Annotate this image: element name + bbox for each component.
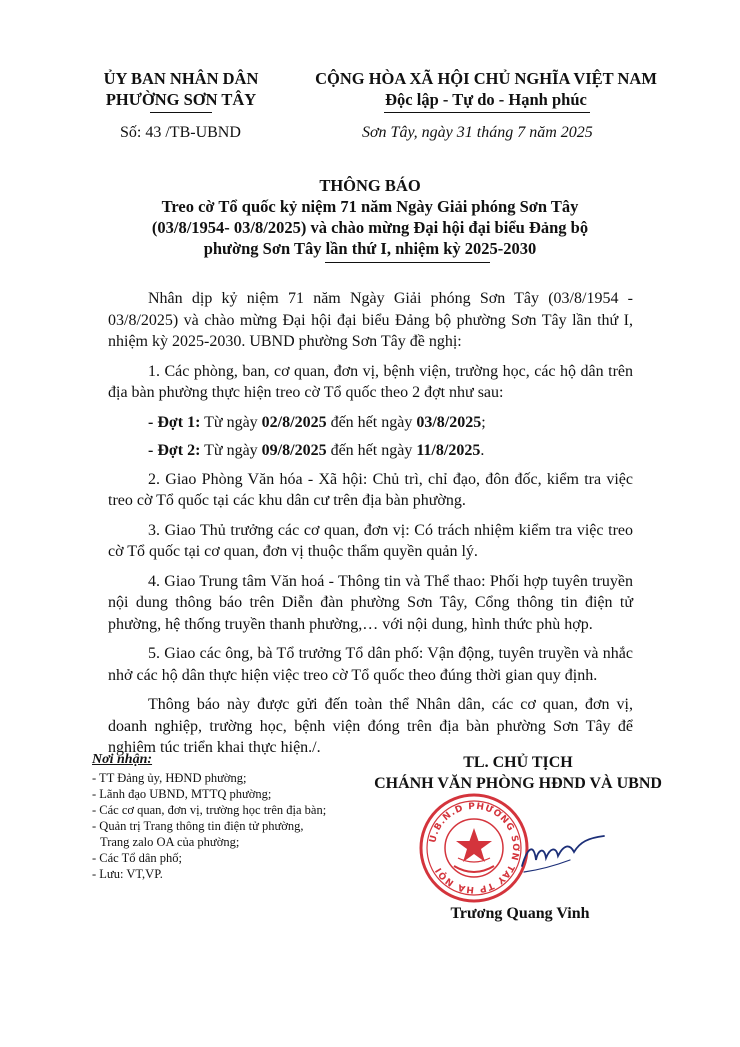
document-body (108, 288, 633, 767)
round-1-text-a: Từ ngày (200, 413, 262, 431)
agency-name-line1: ỦY BAN NHÂN DÂN (103, 69, 259, 88)
round-1-start-date: 02/8/2025 (261, 413, 327, 431)
recipient-item: - Các Tổ dân phố; (92, 851, 183, 865)
document-date: Sơn Tây, ngày 31 tháng 7 năm 2025 (362, 124, 593, 141)
official-seal-icon (418, 792, 530, 904)
round-2-start-date: 09/8/2025 (261, 442, 327, 459)
round-2-end-date: 11/8/2025 (416, 442, 481, 459)
round-2 (108, 440, 633, 462)
national-motto (300, 68, 672, 110)
recipient-item: - TT Đảng ủy, HĐND phường; (92, 771, 247, 785)
recipient-item: - Lãnh đạo UBND, MTTQ phường; (92, 787, 272, 801)
round-1-end: ; (481, 413, 486, 431)
signer-title: CHÁNH VĂN PHÒNG HĐND VÀ UBND (374, 775, 662, 792)
title-subject-line1: Treo cờ Tổ quốc kỷ niệm 71 năm Ngày Giải phóng Sơn Tây (161, 197, 579, 216)
round-2-text-b: đến hết ngày (326, 442, 417, 459)
round-2-label: - Đợt 2: (148, 442, 201, 459)
signer-name: Trương Quang Vinh (450, 905, 590, 922)
handwritten-signature-icon (518, 826, 608, 878)
agency-name-line2: PHƯỜNG SƠN TÂY (105, 90, 257, 109)
item-4: 4. Giao Trung tâm Văn hoá - Thông tin và Thể thao: Phối hợp tuyên truyền nội dung thông báo trên Diễn đàn phường Sơn Tây, Cổng thông tin điện tử phường, hệ thống truyền thanh phường,… với nội dung, hình thức phù hợp. (108, 572, 633, 633)
title-subject-line3: phường Sơn Tây lần thứ I, nhiệm kỳ 2025-2030 (203, 239, 537, 258)
title-heading: THÔNG BÁO (319, 176, 421, 195)
document-title (88, 175, 652, 259)
round-2-text-a: Từ ngày (200, 442, 262, 459)
round-1-label: - Đợt 1: (148, 413, 201, 431)
signer-authority: TL. CHỦ TỊCH (463, 754, 573, 771)
closing-paragraph: Thông báo này được gửi đến toàn thể Nhân dân, các cơ quan, đơn vị, doanh nghiệp, trường học, bệnh viện đóng trên địa bàn phường Sơn Tây để nghiêm túc triển khai thực hiện./. (108, 696, 633, 756)
issuing-agency (80, 68, 282, 110)
nation-title: CỘNG HÒA XÃ HỘI CHỦ NGHĨA VIỆT NAM (315, 69, 657, 88)
title-underline (325, 262, 490, 263)
item-2: 2. Giao Phòng Văn hóa - Xã hội: Chủ trì, chỉ đạo, đôn đốc, kiểm tra việc treo cờ Tổ quốc tại các khu dân cư trên địa bàn phường. (108, 470, 633, 509)
agency-underline (150, 112, 212, 113)
nation-motto: Độc lập - Tự do - Hạnh phúc (385, 90, 587, 109)
round-1-end-date: 03/8/2025 (416, 413, 482, 431)
item-5: 5. Giao các ông, bà Tổ trưởng Tổ dân phố: Vận động, tuyên truyền và nhắc nhở các hộ dân thực hiện việc treo cờ Tổ quốc theo đúng thời gian quy định. (108, 645, 633, 684)
recipient-item: Trang zalo OA của phường; (100, 835, 240, 849)
title-subject-line2: (03/8/1954- 03/8/2025) và chào mừng Đại hội đại biểu Đảng bộ (151, 218, 589, 237)
document-number: Số: 43 /TB-UBND (120, 124, 241, 141)
recipients-block (92, 752, 392, 882)
round-1-text-b: đến hết ngày (326, 413, 417, 431)
motto-underline (384, 112, 590, 113)
signature-block (368, 752, 668, 794)
recipient-item: - Lưu: VT,VP. (92, 867, 163, 881)
round-2-end: . (480, 442, 485, 459)
recipient-item: - Các cơ quan, đơn vị, trường học trên địa bàn; (92, 803, 327, 817)
intro-paragraph: Nhân dịp kỷ niệm 71 năm Ngày Giải phóng Sơn Tây (03/8/1954 - 03/8/2025) và chào mừng Đại hội đại biểu Đảng bộ phường Sơn Tây lần thứ I, nhiệm kỳ 2025-2030. UBND phường Sơn Tây đề nghị: (108, 290, 633, 350)
item-1: 1. Các phòng, ban, cơ quan, đơn vị, bệnh viện, trường học, các hộ dân trên địa bàn phường thực hiện treo cờ Tổ quốc theo 2 đợt như sau: (108, 362, 633, 401)
svg-text:U.B.N.D PHƯỜNG SƠN TÂY TP HÀ N: U.B.N.D PHƯỜNG SƠN TÂY TP HÀ NỘI (428, 801, 521, 895)
recipients-title: Nơi nhận: (92, 752, 153, 767)
item-3: 3. Giao Thủ trưởng các cơ quan, đơn vị: Có trách nhiệm kiểm tra việc treo cờ Tổ quốc tại cơ quan, đơn vị thuộc thẩm quyền quản lý. (108, 521, 633, 560)
recipient-item: - Quản trị Trang thông tin điện tử phường, (92, 819, 304, 833)
round-1 (108, 412, 633, 434)
